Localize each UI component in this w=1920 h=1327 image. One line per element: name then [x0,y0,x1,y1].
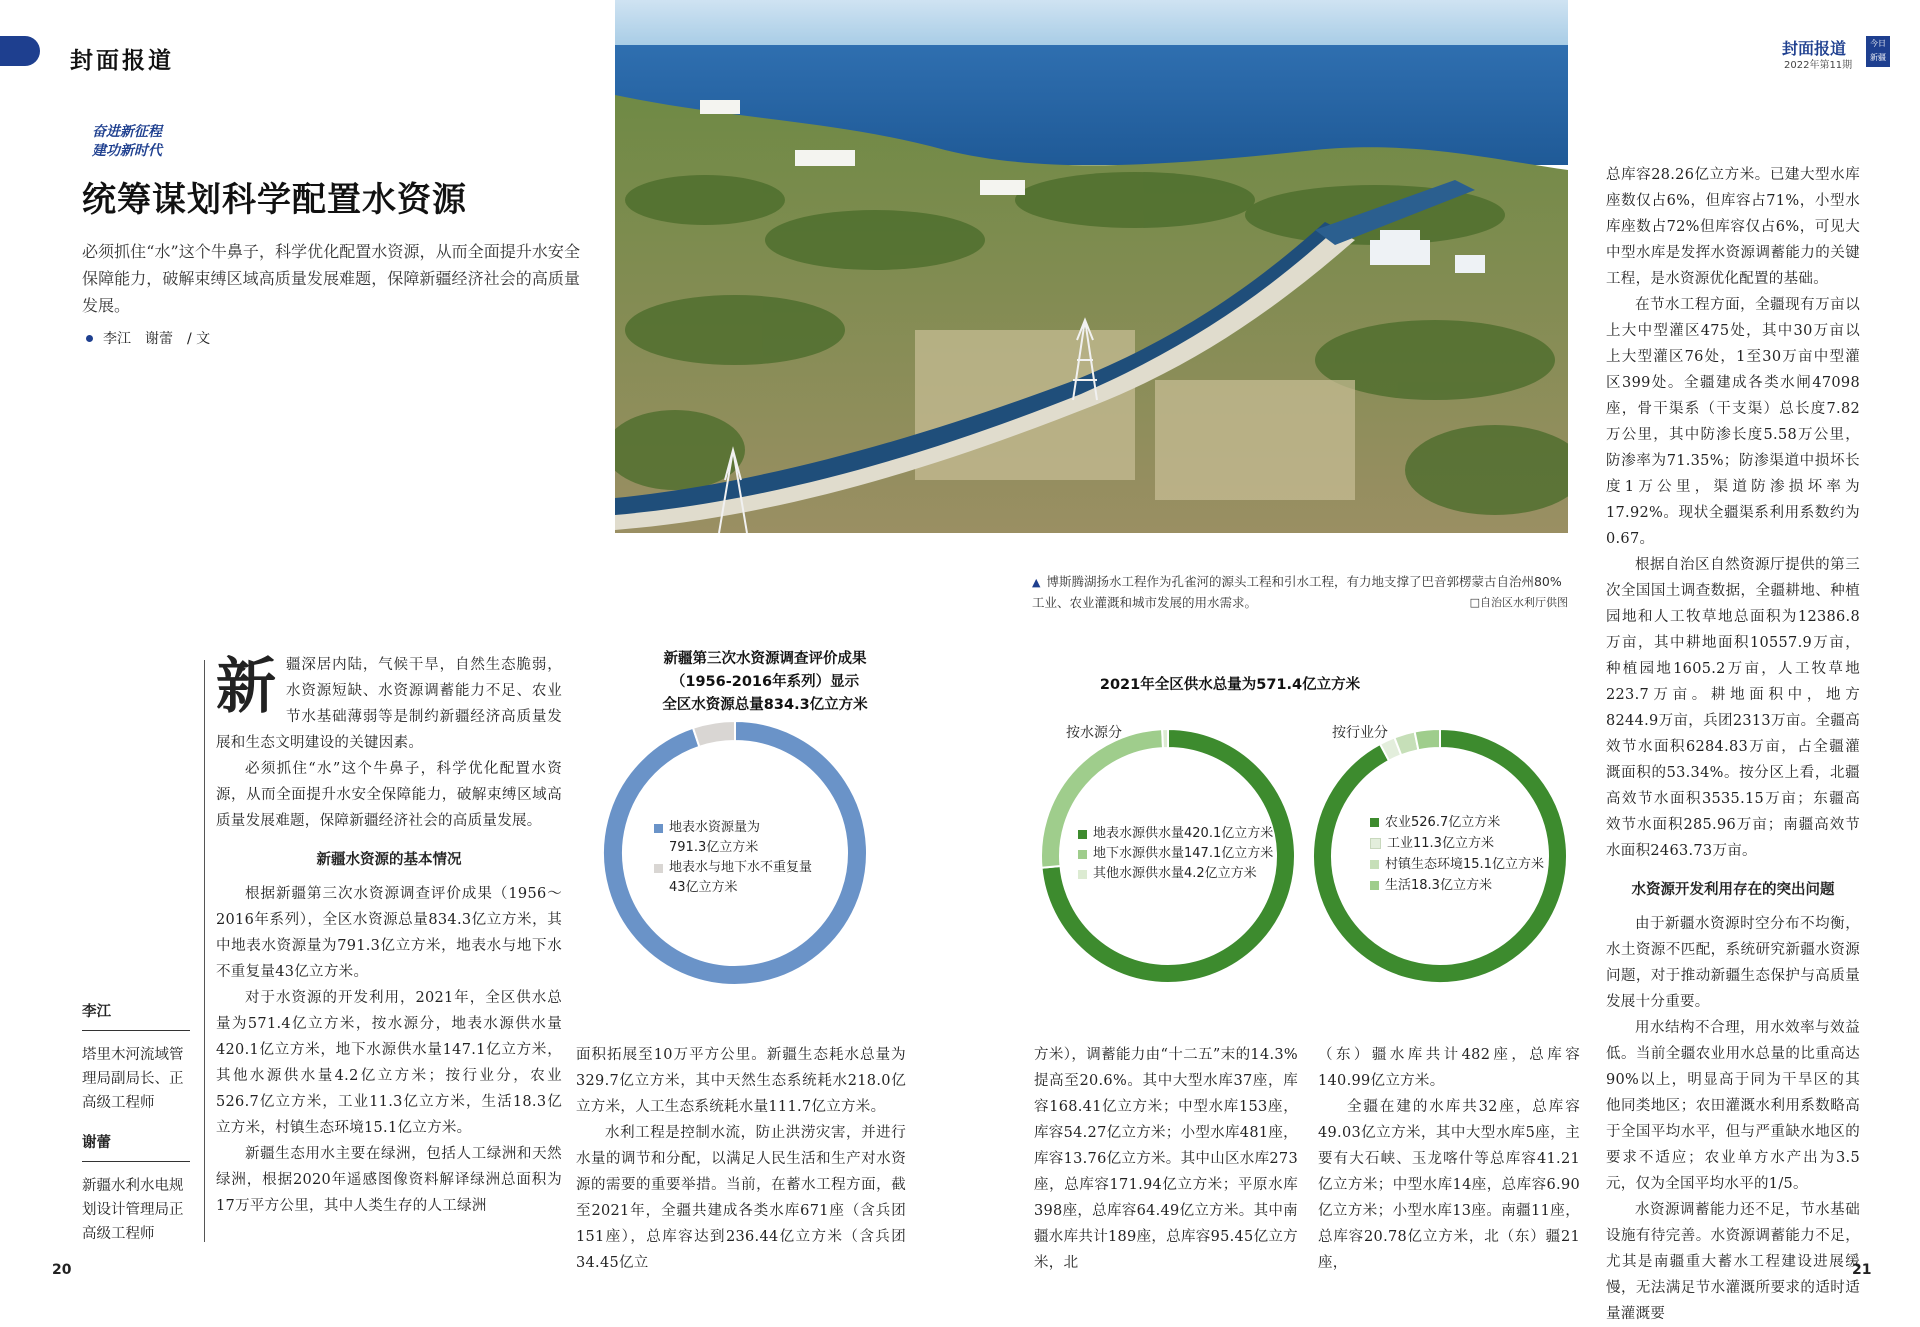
paragraph: 根据自治区自然资源厅提供的第三次全国国土调查数据，全疆耕地、种植园地和人工牧草地总面积为12386.8万亩，其中耕地面积10557.9万亩，种植园地1605.2万亩，人工牧草地223.7万亩。耕地面积中，地方8244.9万亩，兵团2313万亩。全疆高效节水面积6284.83万亩，占全疆灌溉面积的53.34%。按分区上看，北疆高效节水面积3535.15万亩；东疆高效节水面积285.96万亩；南疆高效节水面积2463.73万亩。 [1606,557,1860,859]
chart2-title: 2021年全区供水总量为571.4亿立方米 [1099,677,1361,693]
sidebar-divider [204,660,205,1242]
chart1-legend-label: 地表水与地下水不重复量 [669,860,813,875]
brand-logo [1866,36,1890,67]
author-title: 新疆水利水电规划设计管理局正高级工程师 [82,1178,184,1242]
brand-line-1: 今日 [1870,39,1886,48]
brand-line-2: 新疆 [1870,53,1886,62]
chart2-legend-swatch [1078,850,1087,859]
paragraph: 面积拓展至10万平方公里。新疆生态耗水总量为329.7亿立方米，其中天然生态系统耗水218.0亿立方米，人工生态系统耗水量111.7亿立方米。 [576,1047,906,1115]
paragraph: （东）疆水库共计482座，总库容140.99亿立方米。 [1318,1047,1580,1089]
section-heading: 水资源开发利用存在的突出问题 [1631,882,1835,898]
chart3-legend-item [1370,854,1544,875]
chart2-legend-label: 其他水源供水量4.2亿立方米 [1093,866,1257,881]
paragraph: 新疆生态用水主要在绿洲，包括人工绿洲和天然绿洲，根据2020年遥感图像资料解译绿洲总面积为17万平方公里，其中人类生存的人工绿洲 [216,1146,562,1214]
kicker-line-1: 奋进新征程 [92,124,162,140]
chart3-legend-item [1370,875,1544,896]
section-label-right: 封面报道 [1782,39,1847,58]
chart3-slice-3 [1415,729,1440,750]
photo-credit: □自治区水利厅供图 [1469,596,1568,609]
dropcap: 新 [216,652,276,722]
chart1-title-line-1: 新疆第三次水资源调查评价成果 [663,651,867,667]
chart1-legend-value-text: 43亿立方米 [669,880,738,895]
section-tab [0,36,40,66]
chart3-legend-label: 农业526.7亿立方米 [1385,815,1501,830]
paragraph: 水资源调蓄能力还不足，节水基础设施有待完善。水资源调蓄能力不足，尤其是南疆重大蓄水工程建设进展缓慢，无法满足节水灌溉所要求的适时适量灌溉要 [1606,1202,1860,1322]
chart3-legend-label: 村镇生态环境15.1亿立方米 [1385,857,1544,872]
paragraph: 方米），调蓄能力由“十二五”末的14.3%提高至20.6%。其中大型水库37座，库容168.41亿立方米；中型水库153座，库容54.27亿立方米；小型水库481座，库容13.76亿立方米。其中山区水库273座，总库容171.94亿立方米；平原水库398座，总库容64.49亿立方米。其中南疆水库共计189座，总库容95.45亿立方米，北 [1034,1047,1298,1271]
kicker-line-2: 建功新时代 [92,143,162,159]
photo-caption: 博斯腾湖扬水工程作为孔雀河的源头工程和引水工程，有力地支撑了巴音郭楞蒙古自治州80%工业、农业灌溉和城市发展的用水需求。 [1032,574,1562,610]
chart2-legend-swatch [1078,830,1087,839]
chart1-title-line-3: 全区水资源总量834.3亿立方米 [662,697,868,713]
chart1-legend-value-text: 791.3亿立方米 [669,840,759,855]
paragraph: 疆深居内陆，气候干旱，自然生态脆弱，水资源短缺、水资源调蓄能力不足、农业节水基础薄弱等是制约新疆经济高质量发展和生态文明建设的关键因素。 [216,657,562,751]
byline-dot [86,335,93,342]
chart3-legend-swatch [1370,860,1379,869]
chart3-legend-swatch [1370,838,1381,849]
chart3-subtitle: 按行业分 [1332,725,1388,741]
chart3-legend-label: 生活18.3亿立方米 [1385,878,1492,893]
section-label-left: 封面报道 [70,47,174,74]
chart1-legend-item [654,818,812,838]
body-column-1 [216,652,562,1219]
author-name: 谢蕾 [82,1131,190,1162]
chart3-legend-swatch [1370,881,1379,890]
chart1-title [590,648,940,717]
photo-caption-block [1032,572,1568,613]
paragraph: 根据新疆第三次水资源调查评价成果（1956～2016年系列），全区水资源总量834.3亿立方米，其中地表水资源量为791.3亿立方米，地表水与地下水不重复量43亿立方米。 [216,886,562,980]
page-number-left: 20 [52,1262,72,1278]
chart1-slice-1 [693,721,735,747]
chart1-legend-value [654,878,812,898]
chart1-legend-swatch [654,824,663,833]
paragraph: 水利工程是控制水流，防止洪涝灾害，并进行水量的调节和分配，以满足人民生活和生产对水资源的需要的重要举措。当前，在蓄水工程方面，截至2021年，全疆共建成各类水库671座（含兵团151座），总库容达到236.44亿立方米（含兵团34.45亿立 [576,1125,906,1271]
chart1-legend-swatch [654,864,663,873]
author-name: 李江 [82,1000,190,1031]
caption-triangle-icon: ▲ [1032,576,1041,589]
chart3-legend-swatch [1370,818,1379,827]
author-sidebar [82,1000,190,1246]
chart3-legend [1370,812,1544,896]
chart2-slice-2 [1162,729,1168,748]
article-deck: 必须抓住“水”这个牛鼻子，科学优化配置水资源，从而全面提升水安全保障能力，破解束缚区域高质量发展难题，保障新疆经济社会的高质量发展。 [82,242,580,315]
paragraph: 必须抓住“水”这个牛鼻子，科学优化配置水资源，从而全面提升水安全保障能力，破解束缚区域高质量发展难题，保障新疆经济社会的高质量发展。 [216,761,562,829]
paragraph: 在节水工程方面，全疆现有万亩以上大中型灌区475处，其中30万亩以上大型灌区76处，1至30万亩中型灌区399处。全疆建成各类水闸47098座，骨干渠系（干支渠）总长度7.82万公里，其中防渗长度5.58万公里，防渗率为71.35%；防渗渠道中损坏长度1万公里，渠道防渗损坏率为17.92%。现状全疆渠系利用系数约为0.67。 [1606,297,1860,547]
chart1-legend [654,818,812,898]
chart1-title-line-2: （1956-2016年系列）显示 [670,674,860,690]
body-column-4 [1318,1042,1580,1276]
page-number-right: 21 [1852,1262,1872,1278]
chart1-legend-item [654,858,812,878]
author-title: 塔里木河流域管理局副局长、正高级工程师 [82,1047,184,1111]
chart2-legend-swatch [1078,870,1087,879]
issue-label: 2022年第11期 [1784,60,1853,71]
chart3-legend-item [1370,812,1544,833]
paragraph: 用水结构不合理，用水效率与效益低。当前全疆农业用水总量的比重高达90%以上，明显高于同为干旱区的其他同类地区；农田灌溉水利用系数略高于全国平均水平，但与严重缺水地区的要求不适应；农业单方水产出为3.5元，仅为全国平均水平的1/5。 [1606,1020,1860,1192]
chart2-legend-label: 地表水源供水量420.1亿立方米 [1093,826,1274,841]
paragraph: 总库容28.26亿立方米。已建大型水库座数仅占6%，但库容占71%，小型水库座数占72%但库容仅占6%，可见大中型水库是发挥水资源调蓄能力的关键工程，是水资源优化配置的基础。 [1606,167,1860,287]
body-column-5 [1606,162,1860,1327]
body-column-3 [1034,1042,1298,1276]
body-column-2 [576,1042,906,1276]
article-title: 统筹谋划科学配置水资源 [82,180,467,220]
kicker [92,123,162,161]
chart2-legend-item [1078,824,1273,844]
chart1-legend-label: 地表水资源量为 [669,820,761,835]
byline [86,328,210,348]
chart2-legend-label: 地下水源供水量147.1亿立方米 [1093,846,1274,861]
paragraph: 由于新疆水资源时空分布不均衡，水土资源不匹配，系统研究新疆水资源问题，对于推动新疆生态保护与高质量发展十分重要。 [1606,916,1860,1010]
chart2-legend [1078,824,1273,884]
chart2-subtitle: 按水源分 [1066,725,1122,741]
byline-text: 李江 谢蕾 / 文 [103,331,211,347]
chart2-legend-item [1078,844,1273,864]
paragraph: 全疆在建的水库共32座，总库容49.03亿立方米，其中大型水库5座，主要有大石峡、玉龙喀什等总库容41.21亿立方米；中型水库14座，总库容6.90亿立方米；小型水库13座。南疆11座，总库容20.78亿立方米，北（东）疆21座， [1318,1099,1580,1271]
chart3-legend-item [1370,833,1544,854]
chart1-legend-value [654,838,812,858]
chart2-legend-item [1078,864,1273,884]
chart3-legend-label: 工业11.3亿立方米 [1387,836,1494,851]
hero-photo-art [615,0,1568,533]
hero-photo [615,0,1568,533]
paragraph: 对于水资源的开发利用，2021年，全区供水总量为571.4亿立方米，按水源分，地表水源供水量420.1亿立方米，地下水源供水量147.1亿立方米，其他水源供水量4.2亿立方米；按行业分，农业526.7亿立方米，工业11.3亿立方米，生活18.3亿立方米，村镇生态环境15.1亿立方米。 [216,990,562,1136]
section-heading: 新疆水资源的基本情况 [316,852,462,868]
